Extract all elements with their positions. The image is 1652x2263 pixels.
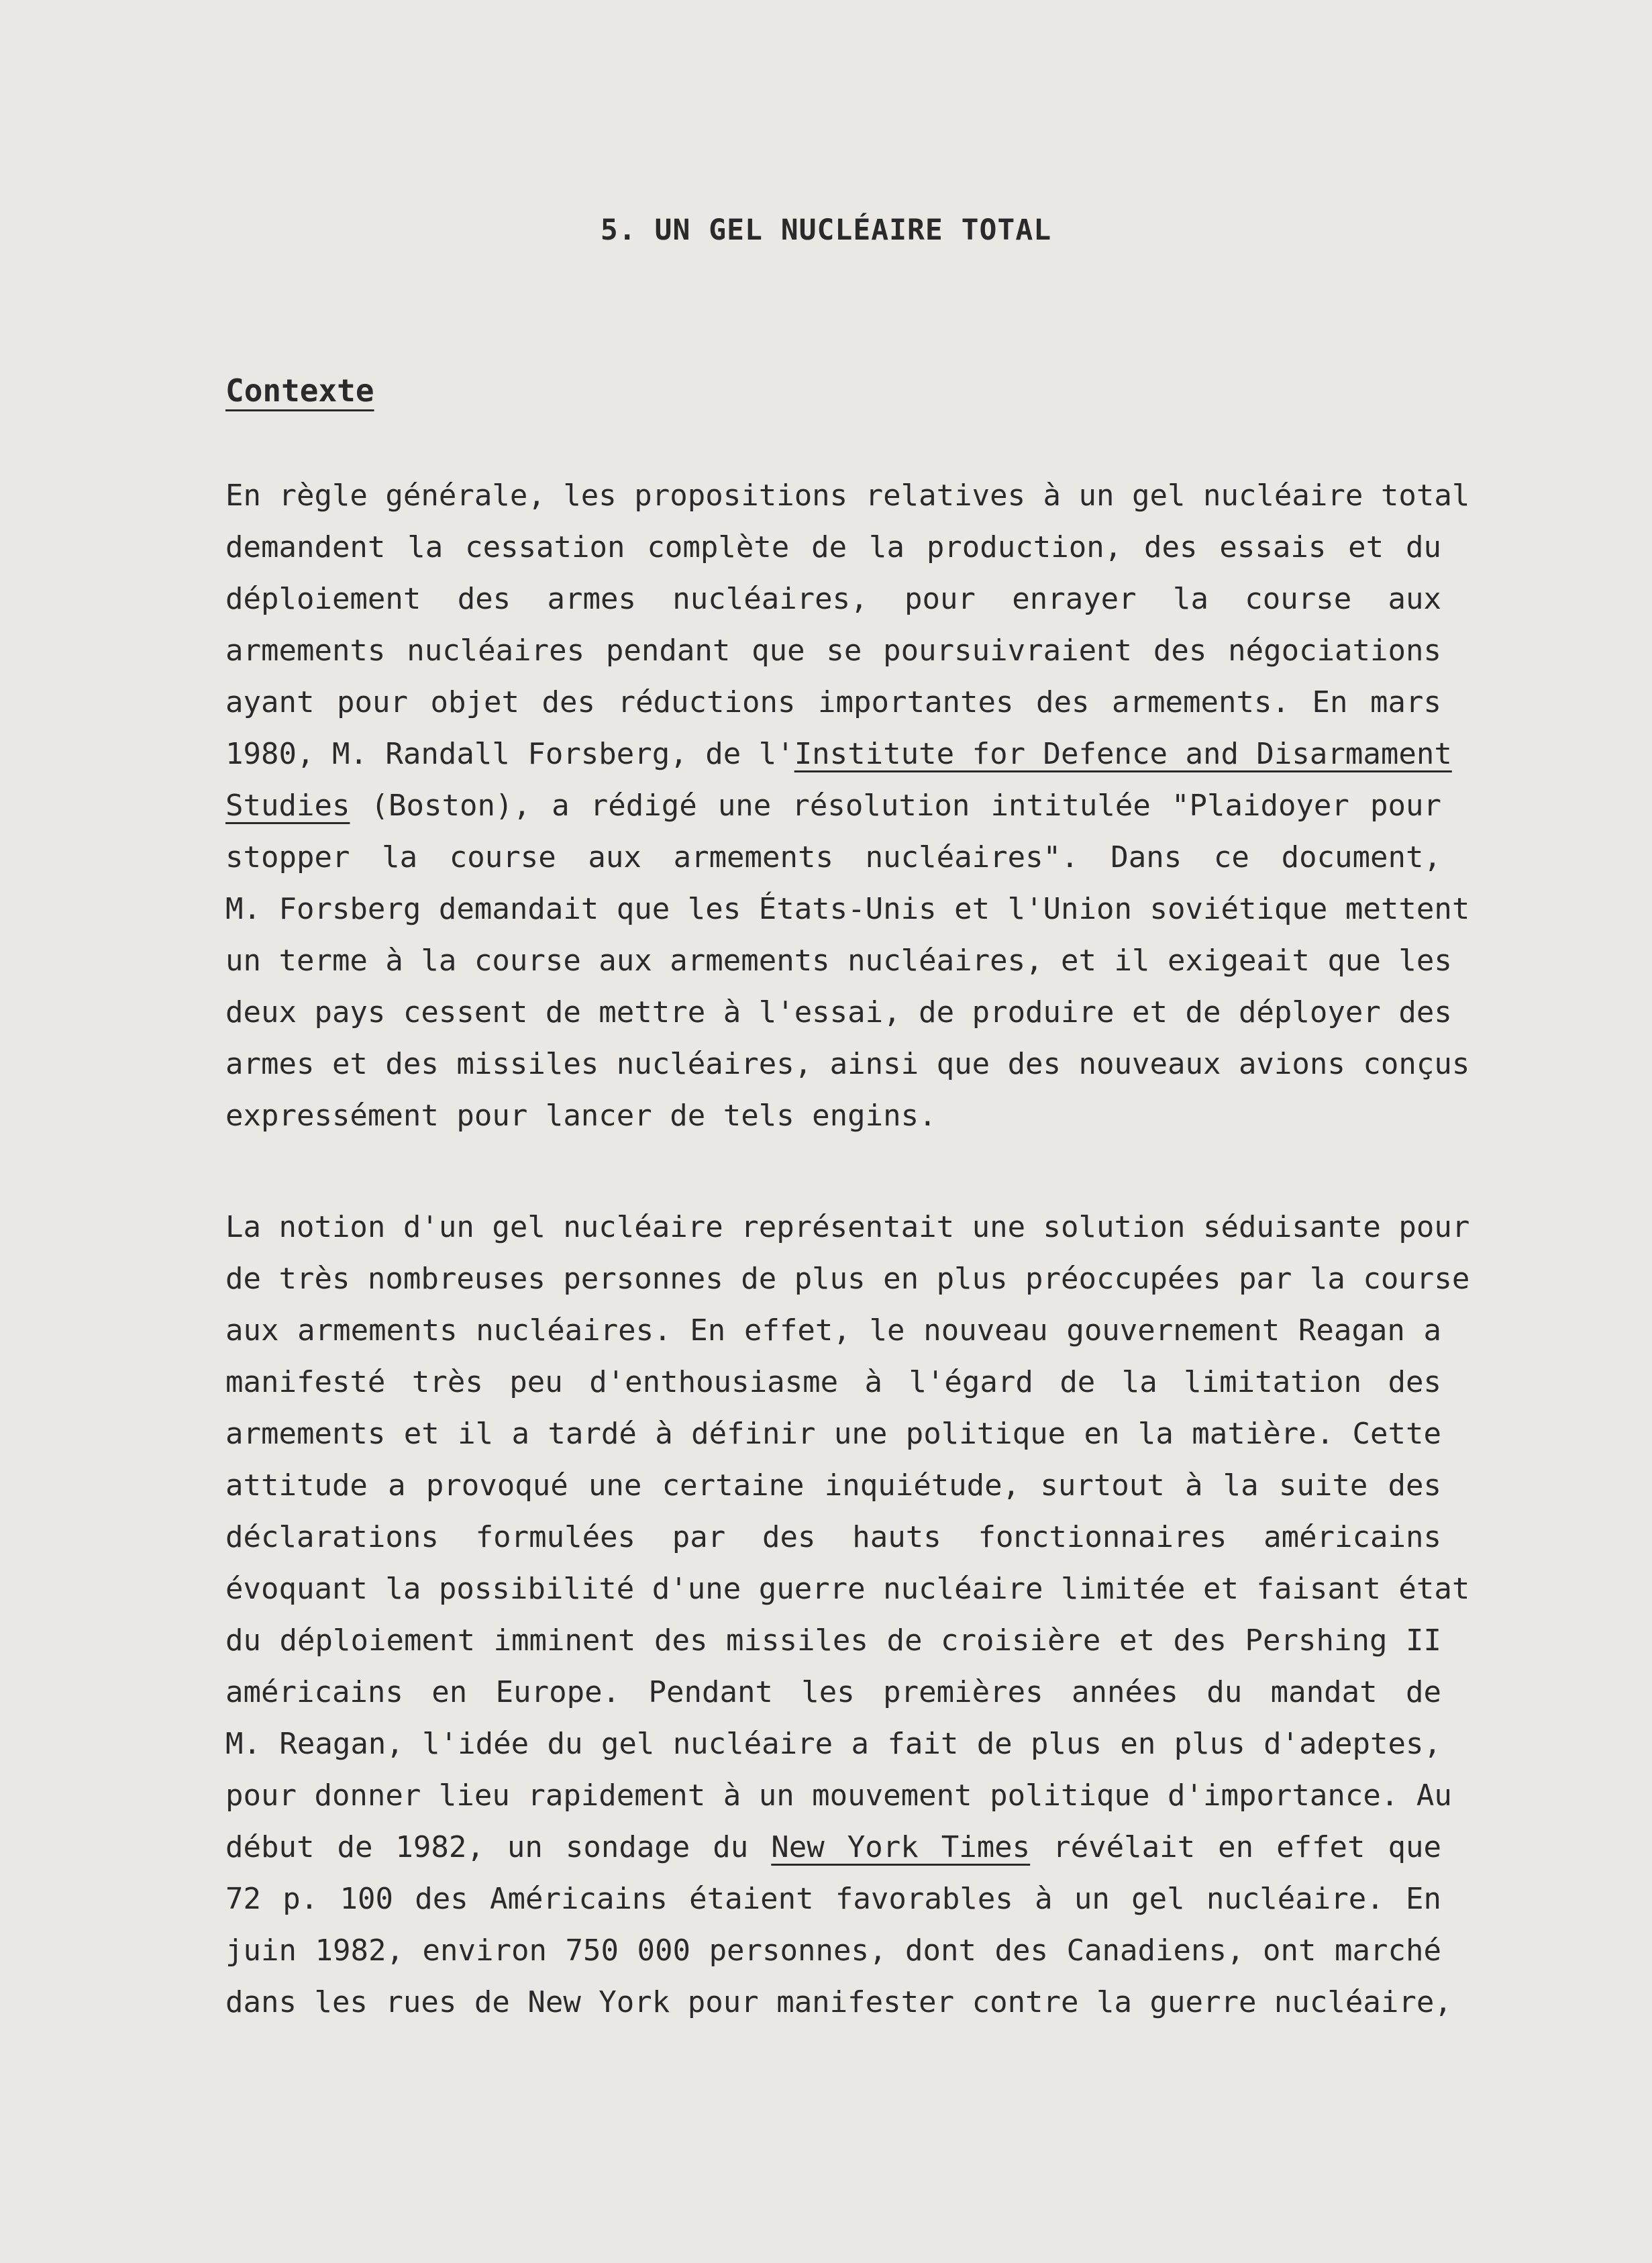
text-run: début de 1982, un sondage du [225, 1830, 772, 1864]
text-run: révélait en effet que [1030, 1830, 1441, 1864]
paragraph-2 [225, 1201, 1470, 2028]
paragraph-1 [225, 470, 1470, 1142]
paragraph-2-line: 72 p. 100 des Américains étaient favorables à un gel nucléaire. En [225, 1882, 1441, 1916]
paragraph-2-line: du déploiement imminent des missiles de croisière et des Pershing II [225, 1623, 1441, 1658]
paragraph-1-line: expressément pour lancer de tels engins. [225, 1099, 937, 1133]
underlined-title: Institute for Defence and Disarmament [794, 737, 1452, 771]
paragraph-1-line: En règle générale, les propositions relatives à un gel nucléaire total [225, 479, 1470, 513]
paragraph-1-line: armements nucléaires pendant que se poursuivraient des négociations [225, 634, 1441, 668]
paragraph-1-line: armes et des missiles nucléaires, ainsi que des nouveaux avions conçus [225, 1047, 1470, 1081]
paragraph-2-line: manifesté très peu d'enthousiasme à l'égard de la limitation des [225, 1365, 1441, 1399]
paragraph-1-line: stopper la course aux armements nucléaires". Dans ce document, [225, 840, 1441, 874]
page-heading: 5. UN GEL NUCLÉAIRE TOTAL [600, 213, 1052, 247]
paragraph-1-line [225, 728, 1452, 780]
paragraph-1-line: M. Forsberg demandait que les États-Unis et l'Union soviétique mettent [225, 892, 1470, 926]
paragraph-1-line: déploiement des armes nucléaires, pour enrayer la course aux [225, 582, 1441, 616]
paragraph-1-line: deux pays cessent de mettre à l'essai, de produire et de déployer des [225, 995, 1452, 1029]
paragraph-2-line: dans les rues de New York pour manifester contre la guerre nucléaire, [225, 1985, 1452, 2019]
paragraph-2-line: juin 1982, environ 750 000 personnes, dont des Canadiens, ont marché [225, 1933, 1441, 1968]
paragraph-2-line: aux armements nucléaires. En effet, le nouveau gouvernement Reagan a [225, 1313, 1441, 1348]
paragraph-1-line: ayant pour objet des réductions importantes des armements. En mars [225, 685, 1441, 719]
section-title: Contexte [225, 372, 374, 409]
paragraph-1-line [225, 780, 1441, 832]
paragraph-2-line: évoquant la possibilité d'une guerre nucléaire limitée et faisant état [225, 1572, 1470, 1606]
paragraph-2-line: attitude a provoqué une certaine inquiétude, surtout à la suite des [225, 1468, 1441, 1503]
paragraph-2-line: déclarations formulées par des hauts fonctionnaires américains [225, 1520, 1441, 1554]
paragraph-1-line: demandent la cessation complète de la production, des essais et du [225, 530, 1441, 564]
paragraph-2-line: pour donner lieu rapidement à un mouvement politique d'importance. Au [225, 1778, 1452, 1813]
text-run: (Boston), a rédigé une résolution intitulée "Plaidoyer pour [350, 789, 1441, 823]
paragraph-2-line [225, 1821, 1441, 1873]
paragraph-1-line: un terme à la course aux armements nucléaires, et il exigeait que les [225, 944, 1452, 978]
text-run: 1980, M. Randall Forsberg, de l' [225, 737, 794, 771]
paragraph-2-line: de très nombreuses personnes de plus en plus préoccupées par la course [225, 1262, 1470, 1296]
paragraph-2-line: M. Reagan, l'idée du gel nucléaire a fait de plus en plus d'adeptes, [225, 1727, 1441, 1761]
underlined-title: Studies [225, 789, 350, 823]
paragraph-2-line: La notion d'un gel nucléaire représentait une solution séduisante pour [225, 1210, 1470, 1244]
paragraph-2-line: américains en Europe. Pendant les premières années du mandat de [225, 1675, 1441, 1709]
paragraph-2-line: armements et il a tardé à définir une politique en la matière. Cette [225, 1417, 1441, 1451]
underlined-title: New York Times [771, 1830, 1031, 1864]
